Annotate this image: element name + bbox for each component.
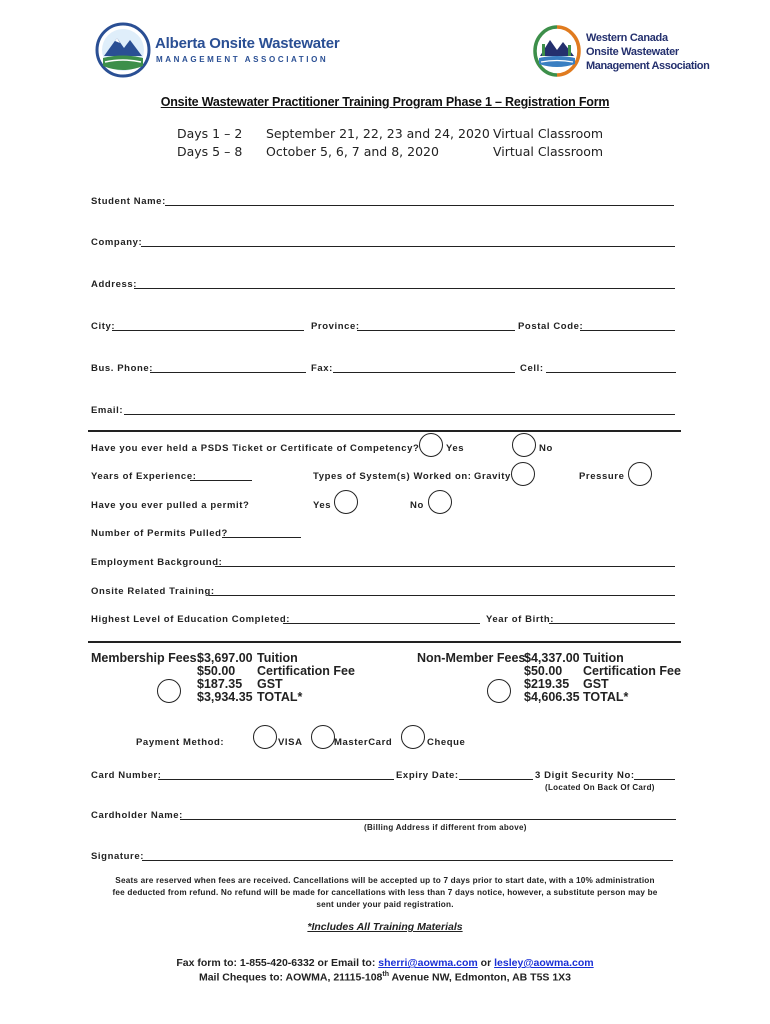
- security-note: (Located On Back Of Card): [545, 783, 655, 792]
- member-total-amount: $3,934.35: [197, 690, 253, 704]
- cheque-radio[interactable]: [401, 725, 425, 749]
- footer-or-text: or: [477, 957, 495, 969]
- city-input[interactable]: [112, 330, 304, 331]
- psds-yes-label: Yes: [446, 443, 465, 454]
- policy-line-2: fee deducted from refund. No refund will be made for cancellations with less than 7 days notice, however, a substitute person may be: [112, 888, 658, 897]
- wcowma-logo-line3: Management Association: [586, 60, 710, 72]
- security-number-label: 3 Digit Security No:: [535, 770, 635, 781]
- membership-fee-radio[interactable]: [157, 679, 181, 703]
- schedule-dates-1: September 21, 22, 23 and 24, 2020: [266, 126, 490, 141]
- member-total-item: TOTAL*: [257, 690, 303, 704]
- signature-input[interactable]: [142, 860, 673, 861]
- wcowma-logo: [532, 24, 710, 80]
- expiry-date-input[interactable]: [459, 779, 533, 780]
- payment-method-label: Payment Method:: [136, 737, 225, 748]
- education-input[interactable]: [283, 623, 480, 624]
- footer-mail-prefix: Mail Cheques to: AOWMA, 21115-108: [198, 971, 383, 984]
- nonmember-fee-radio[interactable]: [487, 679, 511, 703]
- schedule-dates-2: October 5, 6, 7 and 8, 2020: [266, 144, 439, 159]
- form-title: Onsite Wastewater Practitioner Training Program Phase 1 – Registration Form: [160, 95, 610, 109]
- schedule-location-1: Virtual Classroom: [493, 126, 604, 141]
- wcowma-logo-line2: Onsite Wastewater: [586, 46, 679, 58]
- member-cert-item: Certification Fee: [257, 664, 355, 678]
- cardholder-input[interactable]: [180, 819, 676, 820]
- security-number-input[interactable]: [634, 779, 675, 780]
- experience-label: Years of Experience:: [91, 471, 197, 482]
- cell-label: Cell:: [520, 363, 544, 374]
- permit-yes-label: Yes: [313, 500, 332, 511]
- employment-label: Employment Background:: [91, 557, 223, 568]
- permits-pulled-label: Number of Permits Pulled?: [91, 528, 228, 539]
- bus-phone-label: Bus. Phone:: [91, 363, 154, 374]
- psds-no-radio[interactable]: [512, 433, 536, 457]
- systems-label: Types of System(s) Worked on:: [313, 471, 472, 482]
- nonmember-tuition-item: Tuition: [583, 651, 624, 665]
- membership-fees-label: Membership Fees:: [91, 651, 201, 665]
- policy-line-3: sent under your paid registration.: [316, 900, 454, 909]
- province-label: Province:: [311, 321, 360, 332]
- visa-radio[interactable]: [253, 725, 277, 749]
- aowma-logo: [95, 22, 340, 78]
- permit-question: Have you ever pulled a permit?: [91, 500, 250, 511]
- footer-mail-suffix: Avenue NW, Edmonton, AB T5S 1X3: [389, 971, 572, 984]
- experience-input[interactable]: [190, 480, 252, 481]
- member-tuition-item: Tuition: [257, 651, 298, 665]
- section-divider-1: [88, 430, 681, 432]
- permit-no-label: No: [410, 500, 424, 511]
- gravity-label: Gravity: [474, 471, 511, 482]
- nonmember-cert-item: Certification Fee: [583, 664, 681, 678]
- signature-label: Signature:: [91, 851, 144, 862]
- cheque-label: Cheque: [427, 737, 466, 748]
- aowma-logo-line2: MANAGEMENT ASSOCIATION: [156, 55, 329, 64]
- city-label: City:: [91, 321, 116, 332]
- province-input[interactable]: [357, 330, 515, 331]
- email-link-sherri[interactable]: sherri@aowma.com: [378, 957, 478, 969]
- member-cert-amount: $50.00: [197, 664, 236, 678]
- postal-code-input[interactable]: [580, 330, 675, 331]
- psds-no-label: No: [539, 443, 553, 454]
- footer-mail-sup: th: [382, 971, 389, 978]
- member-gst-item: GST: [257, 677, 283, 691]
- fax-input[interactable]: [333, 372, 515, 373]
- address-label: Address:: [91, 279, 137, 290]
- psds-yes-radio[interactable]: [419, 433, 443, 457]
- schedule-days-1: Days 1 – 2: [177, 126, 243, 141]
- nonmember-total-amount: $4,606.35: [524, 690, 580, 704]
- email-label: Email:: [91, 405, 124, 416]
- birth-year-label: Year of Birth:: [486, 614, 555, 625]
- aowma-emblem: [95, 22, 151, 78]
- email-link-lesley[interactable]: lesley@aowma.com: [494, 957, 594, 969]
- student-name-input[interactable]: [165, 205, 674, 206]
- wcowma-logo-line1: Western Canada: [586, 32, 668, 44]
- cell-input[interactable]: [546, 372, 676, 373]
- psds-question: Have you ever held a PSDS Ticket or Certificate of Competency?: [91, 443, 420, 454]
- card-number-input[interactable]: [158, 779, 394, 780]
- card-number-label: Card Number:: [91, 770, 162, 781]
- permit-no-radio[interactable]: [428, 490, 452, 514]
- nonmember-gst-item: GST: [583, 677, 609, 691]
- cancellation-policy: [86, 875, 684, 911]
- expiry-date-label: Expiry Date:: [396, 770, 459, 781]
- pressure-label: Pressure: [579, 471, 625, 482]
- footer-fax-email: [0, 957, 770, 969]
- includes-materials-note: *Includes All Training Materials: [307, 921, 463, 933]
- email-input[interactable]: [124, 414, 675, 415]
- member-tuition-amount: $3,697.00: [197, 651, 253, 665]
- gravity-radio[interactable]: [511, 462, 535, 486]
- nonmember-fees-label: Non-Member Fees:: [417, 651, 530, 665]
- nonmember-tuition-amount: $4,337.00: [524, 651, 580, 665]
- employment-input[interactable]: [215, 566, 675, 567]
- student-name-label: Student Name:: [91, 196, 166, 207]
- mastercard-label: MasterCard: [334, 737, 393, 748]
- fax-label: Fax:: [311, 363, 333, 374]
- cardholder-label: Cardholder Name:: [91, 810, 183, 821]
- bus-phone-input[interactable]: [150, 372, 306, 373]
- visa-label: VISA: [278, 737, 303, 748]
- nonmember-cert-amount: $50.00: [524, 664, 563, 678]
- nonmember-total-item: TOTAL*: [583, 690, 629, 704]
- billing-address-note: (Billing Address if different from above): [364, 823, 527, 832]
- company-input[interactable]: [141, 246, 675, 247]
- permit-yes-radio[interactable]: [334, 490, 358, 514]
- footer-fax-text: Fax form to: 1-855-420-6332 or Email to:: [176, 957, 379, 969]
- section-divider-2: [88, 641, 681, 643]
- birth-year-input[interactable]: [549, 623, 675, 624]
- education-label: Highest Level of Education Completed:: [91, 614, 291, 625]
- training-label: Onsite Related Training:: [91, 586, 215, 597]
- schedule-location-2: Virtual Classroom: [493, 144, 604, 159]
- training-input[interactable]: [209, 595, 675, 596]
- address-input[interactable]: [134, 288, 675, 289]
- pressure-radio[interactable]: [628, 462, 652, 486]
- postal-code-label: Postal Code:: [518, 321, 584, 332]
- policy-line-1: Seats are reserved when fees are received. Cancellations will be accepted up to 7 days prior to start date, with a 10% administration: [115, 876, 655, 885]
- aowma-logo-line1: Alberta Onsite Wastewater: [155, 35, 340, 52]
- wcowma-emblem: [532, 24, 582, 80]
- nonmember-gst-amount: $219.35: [524, 677, 570, 691]
- member-gst-amount: $187.35: [197, 677, 243, 691]
- schedule-days-2: Days 5 – 8: [177, 144, 243, 159]
- footer-mail-address: [0, 971, 770, 984]
- permits-pulled-input[interactable]: [222, 537, 301, 538]
- company-label: Company:: [91, 237, 143, 248]
- mastercard-radio[interactable]: [311, 725, 335, 749]
